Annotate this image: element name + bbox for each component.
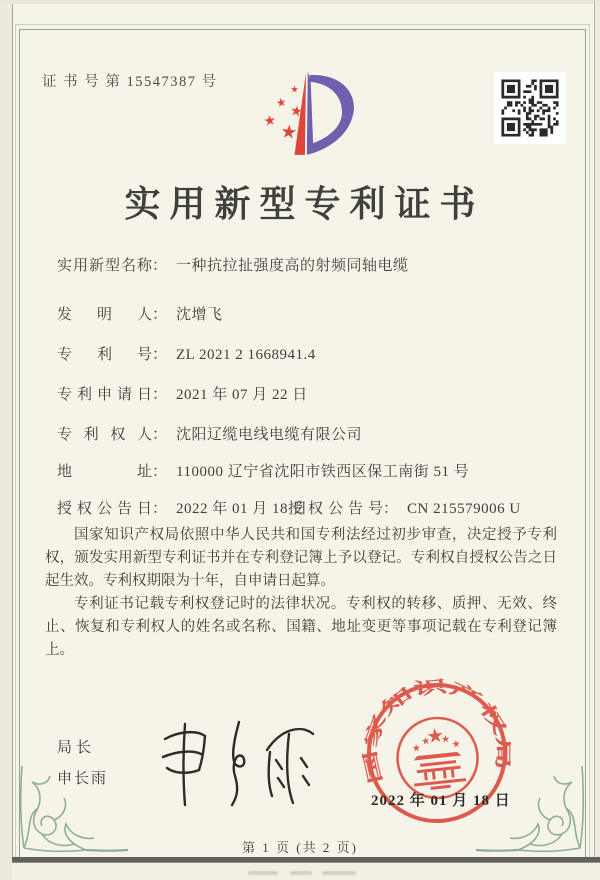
- ghost-text-mark: [322, 871, 356, 875]
- logo-spike-red: [295, 73, 306, 155]
- field-colon: ：: [152, 501, 168, 517]
- field-value: 沈阳辽缆电线电缆有限公司: [176, 427, 363, 443]
- field-colon: ：: [152, 464, 168, 480]
- field-label: 地址: [57, 464, 152, 480]
- field-value: 110000 辽宁省沈阳市铁西区保工南街 51 号: [176, 464, 470, 480]
- field-colon: ：: [152, 347, 168, 363]
- legal-paragraph-2: 专利证书记载专利权登记时的法律状况。专利权的转移、质押、无效、终止、恢复和专利权人的姓名或名称、国籍、地址变更等事项记载在专利登记簿上。: [45, 596, 557, 658]
- field-row-patent-no: [57, 343, 316, 364]
- field-label: 授权公告号: [288, 501, 383, 517]
- field-label: 发明人: [57, 307, 152, 323]
- handwritten-signature-icon: [147, 712, 323, 812]
- page-number: 第 1 页 (共 2 页): [242, 840, 358, 855]
- field-value: ZL 2021 2 1668941.4: [176, 347, 316, 363]
- field-colon: ：: [152, 427, 168, 443]
- field-label: 专利权人: [57, 427, 152, 443]
- field-colon: ：: [383, 501, 399, 517]
- field-row-grant-date: [57, 497, 308, 518]
- field-value: 2021 年 07 月 22 日: [176, 387, 308, 403]
- field-row-patentee: [57, 423, 362, 444]
- field-label: 实用新型名称: [57, 258, 152, 274]
- certificate-number: 证 书 号 第 15547387 号: [42, 74, 218, 90]
- field-row-grant-number: [288, 497, 521, 518]
- cnipa-logo-icon: [247, 66, 361, 164]
- field-value: 2022 年 01 月 18 日: [176, 501, 308, 517]
- field-label: 专利号: [57, 347, 152, 363]
- qr-code-icon: [494, 72, 566, 144]
- certificate-title: 实用新型专利证书: [124, 184, 485, 224]
- seal-text: 国家知识产权局: [360, 678, 513, 786]
- ghost-text-mark: [290, 871, 312, 875]
- scan-bottom-edge: [12, 857, 600, 862]
- field-colon: ：: [152, 387, 168, 403]
- ghost-text-mark: [248, 871, 278, 875]
- field-value: CN 215579006 U: [407, 501, 521, 517]
- logo-p-bowl: [310, 75, 354, 153]
- field-row-inventor: [57, 303, 223, 324]
- field-value: 一种抗拉扯强度高的射频同轴电缆: [176, 258, 409, 274]
- field-colon: ：: [152, 258, 168, 274]
- scan-edge-left: [0, 0, 13, 880]
- scan-edge-right: [594, 0, 600, 880]
- legal-text: [45, 524, 557, 662]
- field-row-name: [57, 254, 409, 275]
- field-row-address: [57, 460, 469, 481]
- commissioner-name: 申长雨: [57, 771, 109, 787]
- commissioner-title: 局长: [57, 740, 96, 756]
- scan-edge-top: [0, 0, 600, 4]
- logo-stem-purple: [307, 71, 314, 155]
- field-colon: ：: [152, 307, 168, 323]
- legal-paragraph-1: 国家知识产权局依照中华人民共和国专利法经过初步审查，决定授予专利权，颁发实用新型专利证书并在专利登记簿上予以登记。专利权自授权公告之日起生效。专利权期限为十年，自申请日起算。: [45, 527, 557, 589]
- field-value: 沈增飞: [176, 307, 223, 323]
- field-label: 授权公告日: [57, 501, 152, 517]
- field-row-filing-date: [57, 383, 308, 404]
- field-label: 专利申请日: [57, 387, 152, 403]
- seal-date: 2022 年 01 月 18 日: [371, 793, 511, 809]
